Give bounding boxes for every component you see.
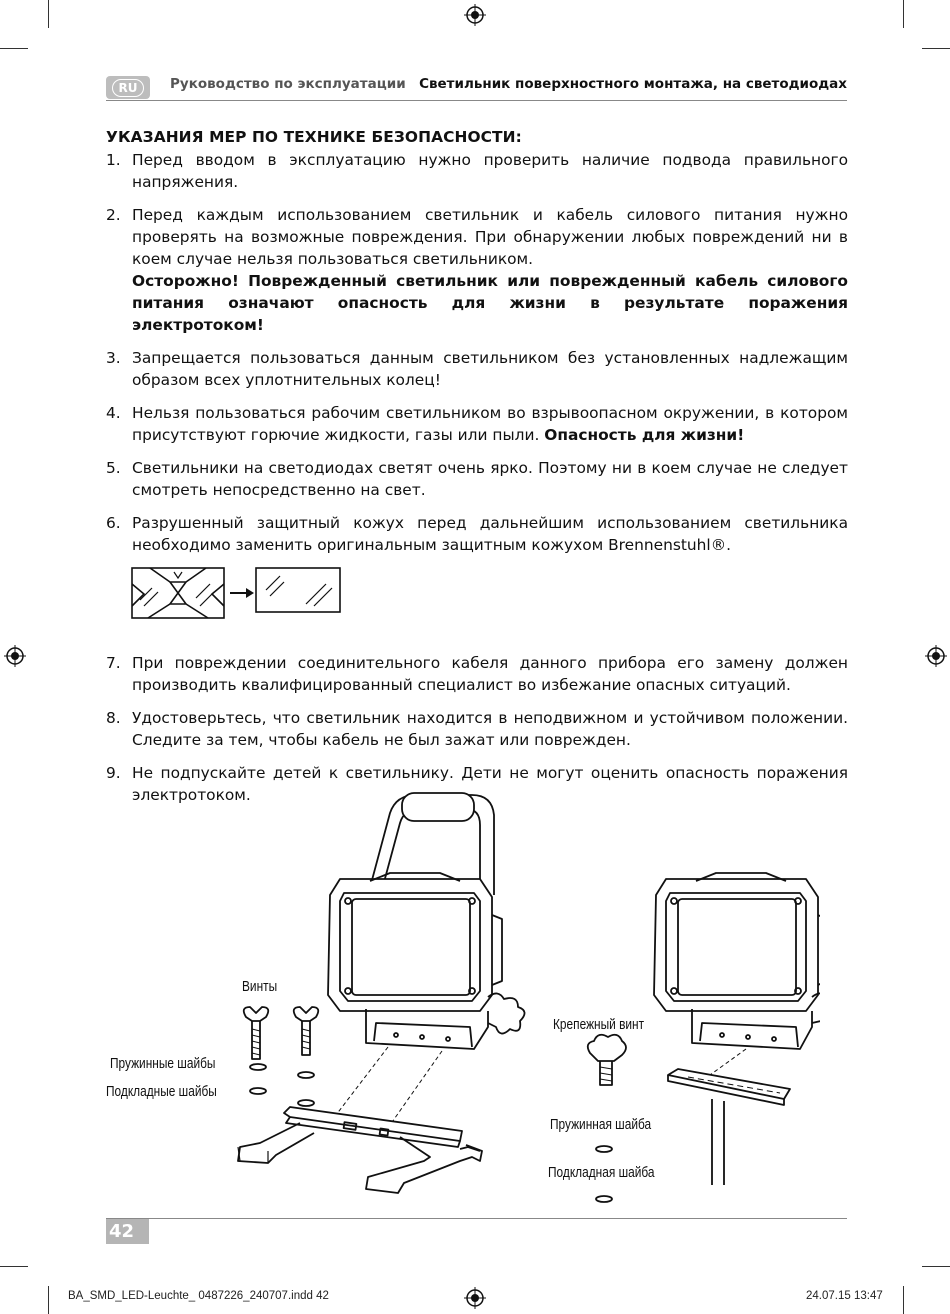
safety-item-7 <box>106 652 848 696</box>
crop-mark <box>903 0 904 28</box>
label-flat-washer: Подкладная шайба <box>548 1165 655 1181</box>
item-text: Светильники на светодиодах светят очень ярко. Поэтому ни в коем случае не следует смотреть непосредственно на свет. <box>132 459 848 499</box>
crop-mark <box>0 48 28 49</box>
language-badge <box>106 76 150 99</box>
safety-item-8 <box>106 707 848 751</box>
crop-mark <box>48 0 49 28</box>
registration-mark-icon <box>4 645 26 667</box>
item-text: Не подпускайте детей к светильнику. Дети не могут оценить опасность поражения электротоком. <box>132 764 848 804</box>
registration-mark-icon <box>464 4 486 26</box>
safety-section <box>106 126 848 806</box>
item-text: Запрещается пользоваться данным светильником без установленных надлежащим образом всех уплотнительных колец! <box>132 349 848 389</box>
label-spring-washers: Пружинные шайбы <box>110 1056 216 1072</box>
safety-item-3 <box>106 347 848 391</box>
crop-mark <box>922 1266 950 1267</box>
registration-mark-icon <box>464 1287 486 1309</box>
item-number: 3. <box>106 349 121 367</box>
item-number: 1. <box>106 151 121 169</box>
item-number: 9. <box>106 764 121 782</box>
registration-mark-icon <box>925 645 947 667</box>
print-slug-file: BA_SMD_LED-Leuchte_ 0487226_240707.indd 42 <box>68 1290 329 1302</box>
safety-item-1 <box>106 149 848 193</box>
safety-item-4 <box>106 402 848 446</box>
safety-item-6 <box>106 512 848 556</box>
assembly-illustration <box>100 785 820 1215</box>
crop-mark <box>903 1286 904 1314</box>
label-flat-washers: Подкладные шайбы <box>106 1084 217 1100</box>
item-warning: Осторожно! Поврежденный светильник или поврежденный кабель силового питания означают опасность для жизни в результате поражения электротоком! <box>132 272 848 334</box>
crop-mark <box>0 1266 28 1267</box>
item-text: Перед каждым использованием светильник и кабель силового питания нужно проверять на возможные повреждения. При обнаружении любых повреждений ни в коем случае нельзя пользоваться светильником. <box>132 206 848 268</box>
page-number: 42 <box>106 1219 149 1244</box>
language-code: RU <box>112 79 145 97</box>
item-text: Разрушенный защитный кожух перед дальнейшим использованием светильника необходимо заменить оригинальным защитным кожухом Brennenstuhl®. <box>132 514 848 554</box>
item-text: Нельзя пользоваться рабочим светильником во взрывоопасном окружении, в котором присутствуют горючие жидкости, газы или пыли. <box>132 404 848 444</box>
item-number: 6. <box>106 514 121 532</box>
header-product-title: Светильник поверхностного монтажа, на светодиодах <box>419 76 847 92</box>
item-number: 5. <box>106 459 121 477</box>
item-text: Удостоверьтесь, что светильник находится в неподвижном и устойчивом положении. Следите за тем, чтобы кабель не был зажат или поврежден. <box>132 709 848 749</box>
item-warning: Опасность для жизни! <box>544 426 745 444</box>
label-spring-washer: Пружинная шайба <box>550 1117 652 1133</box>
item-number: 4. <box>106 404 121 422</box>
footer-divider <box>106 1218 847 1219</box>
item-number: 7. <box>106 654 121 672</box>
item-number: 2. <box>106 206 121 224</box>
safety-item-5 <box>106 457 848 501</box>
broken-glass-replacement-icon <box>130 564 370 628</box>
item-text: Перед вводом в эксплуатацию нужно проверить наличие подвода правильного напряжения. <box>132 151 848 191</box>
print-slug-date: 24.07.15 13:47 <box>806 1290 883 1302</box>
label-screws: Винты <box>242 979 278 995</box>
header-manual-title: Руководство по эксплуатации <box>170 76 406 92</box>
safety-heading: УКАЗАНИЯ МЕР ПО ТЕХНИКЕ БЕЗОПАСНОСТИ: <box>106 128 522 146</box>
item-text: При повреждении соединительного кабеля данного прибора его замену должен производить квалифицированный специалист во избежание опасных ситуаций. <box>132 654 848 694</box>
safety-item-2 <box>106 204 848 336</box>
header-divider <box>106 100 847 101</box>
crop-mark <box>48 1286 49 1314</box>
label-mounting-screw: Крепежный винт <box>553 1017 645 1033</box>
crop-mark <box>922 48 950 49</box>
item-number: 8. <box>106 709 121 727</box>
